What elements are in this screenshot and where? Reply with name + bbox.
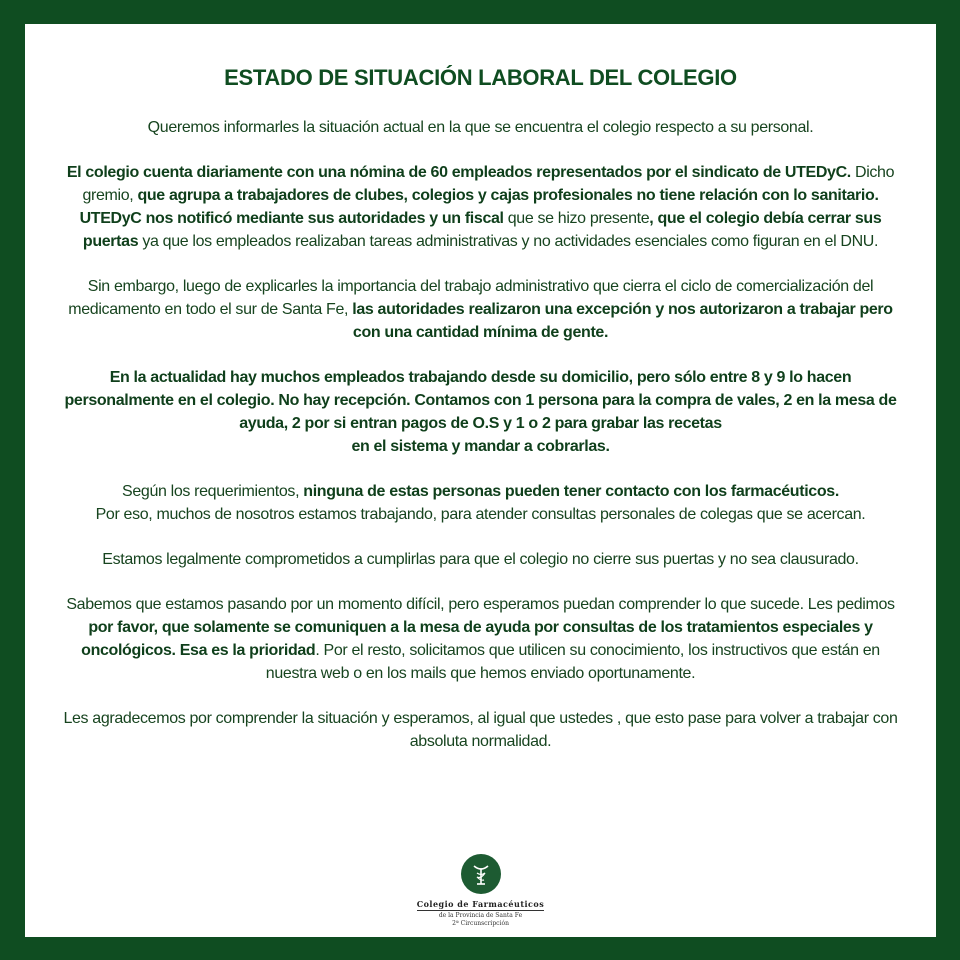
logo-subtitle: de la Provincia de Santa Fe [438, 912, 523, 919]
text-segment: Les agradecemos por comprender la situación y esperamos, al igual que ustedes , que esto pase para volver a trabajar con absoluta normalidad. [63, 710, 898, 750]
bold-segment: El colegio cuenta diariamente con una nómina de 60 empleados representados por el sindicato de UTEDyC. [66, 164, 851, 181]
pharmacy-emblem-icon [461, 854, 501, 894]
bold-segment: que agrupa a trabajadores de clubes, colegios y cajas profesionales no tiene relación con lo sanitario. UTEDyC nos notificó mediante sus autoridades y un fiscal [79, 187, 879, 227]
paragraph-intro [55, 116, 906, 139]
bold-segment: En la actualidad hay muchos empleados trabajando desde su domicilio, pero sólo entre 8 y 9 lo hacen personalmente en el colegio. No hay recepción. Contamos con 1 persona para la compra de vales, 2 en la mesa de ayuda, 2 por si entran pagos de O.S y 1 o 2 para grabar las recetas [64, 369, 897, 432]
bold-segment: en el sistema y mandar a cobrarlas. [351, 438, 610, 455]
paragraph-union [55, 161, 906, 253]
text-segment: que se hizo presente [503, 210, 650, 227]
paragraph-staffing [55, 366, 906, 458]
paragraph-legal [55, 548, 906, 571]
bold-segment: , que el colegio debía cerrar sus puertas [82, 210, 882, 250]
logo-name: Colegio de Farmacéuticos [416, 899, 545, 909]
notice-card [25, 24, 936, 937]
bold-segment: las autoridades realizaron una excepción y nos autorizaron a trabajar pero con una cantidad mínima de gente. [352, 301, 893, 341]
bold-segment: ninguna de estas personas pueden tener contacto con los farmacéuticos. [303, 483, 839, 500]
logo-circumscription: 2ª Circunscripción [452, 920, 509, 927]
paragraph-request [55, 593, 906, 685]
text-segment: Estamos legalmente comprometidos a cumplirlas para que el colegio no cierre sus puertas y no sea clausurado. [102, 551, 859, 568]
text-segment: ya que los empleados realizaban tareas administrativas y no actividades esenciales como figuran en el DNU. [138, 233, 879, 250]
paragraph-thanks [55, 707, 906, 753]
text-segment: Queremos informarles la situación actual en la que se encuentra el colegio respecto a su personal. [147, 119, 814, 136]
text-segment: Por eso, muchos de nosotros estamos trabajando, para atender consultas personales de colegas que se acercan. [95, 506, 866, 523]
paragraph-exception [55, 275, 906, 344]
text-segment: . Por el resto, solicitamos que utilicen su conocimiento, los instructivos que están en nuestra web o en los mails que hemos enviado oportunamente. [265, 642, 880, 682]
college-logo [25, 854, 936, 928]
page-title: ESTADO DE SITUACIÓN LABORAL DEL COLEGIO [224, 65, 737, 90]
notice-body [55, 116, 906, 775]
text-segment: Sabemos que estamos pasando por un momento difícil, pero esperamos puedan comprender lo que sucede. Les pedimos [66, 596, 895, 613]
bold-segment: por favor, que solamente se comuniquen a la mesa de ayuda por consultas de los tratamientos especiales y oncológicos. Esa es la prioridad [81, 619, 873, 659]
text-segment: Sin embargo, luego de explicarles la importancia del trabajo administrativo que cierra el ciclo de comercialización del medicamento en todo el sur de Santa Fe, [68, 278, 874, 318]
text-segment: Dicho gremio, [82, 164, 895, 204]
paragraph-requirements [55, 480, 906, 526]
text-segment: Según los requerimientos, [122, 483, 304, 500]
